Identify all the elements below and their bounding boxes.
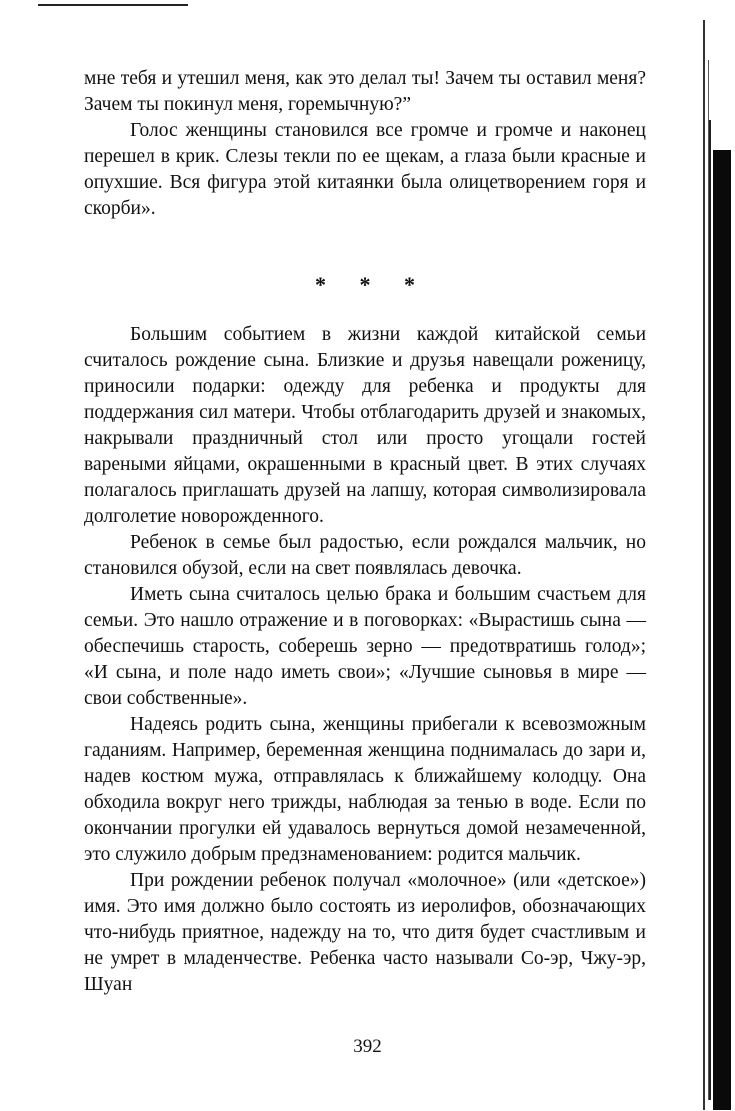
- paragraph-continued: мне тебя и утешил меня, как это делал ты! Зачем ты оставил меня? Зачем ты покинул меня, горемычную?”: [84, 68, 646, 115]
- section-break: * * *: [315, 272, 429, 297]
- paragraph: Иметь сына считалось целью брака и большим счастьем для семьи. Это нашло отражение и в поговорках: «Вырастишь сына — обеспечишь старость, соберешь зерно — предотвратишь голод»; «И сына, и поле надо иметь свои»; «Лучшие сыновья в мире — свои собственные».: [84, 584, 646, 709]
- paragraph: Надеясь родить сына, женщины прибегали к всевозможным гаданиям. Например, беременная женщина поднималась до зари и, надев костюм мужа, отправлялась к ближайшему колодцу. Она обходила вокруг него трижды, наблюдая за тенью в воде. Если по окончании прогулки ей удавалось вернуться домой незамеченной, это служило добрым предзнаменованием: родится мальчик.: [84, 714, 646, 865]
- scan-artifact-top-line: [38, 4, 188, 6]
- page-number: 392: [353, 1036, 382, 1057]
- paragraph: Большим событием в жизни каждой китайской семьи считалось рождение сына. Близкие и друзья навещали роженицу, приносили подарки: одежду для ребенка и продукты для поддержания сил матери. Чтобы отблагодарить друзей и знакомых, накрывали праздничный стол или просто угощали гостей вареными яйцами, окрашенными в красный цвет. В этих случаях полагалось приглашать друзей на лапшу, которая символизировала долголетие новорожденного.: [84, 324, 646, 527]
- scan-edge-shadow: [713, 150, 731, 1110]
- paragraph: Голос женщины становился все громче и громче и наконец перешел в крик. Слезы текли по ее щекам, а глаза были красные и опухшие. Вся фигура этой китаянки была олицетворением горя и скорби».: [84, 120, 646, 219]
- scan-binding-edge: [675, 0, 735, 1111]
- scan-edge-line: [703, 20, 705, 1110]
- paragraph: Ребенок в семье был радостью, если рождался мальчик, но становился обузой, если на свет появлялась девочка.: [84, 532, 646, 579]
- scan-edge-line: [709, 120, 711, 1100]
- paragraph: При рождении ребенок получал «молочное» (или «детское») имя. Это имя должно было состоять из иеролифов, обозначающих что-нибудь приятное, надежду на то, что дитя будет счастливым и не умрет в младенчестве. Ребенка часто называли Со-эр, Чжу-эр, Шуан: [84, 870, 646, 995]
- book-page-body: [84, 66, 646, 998]
